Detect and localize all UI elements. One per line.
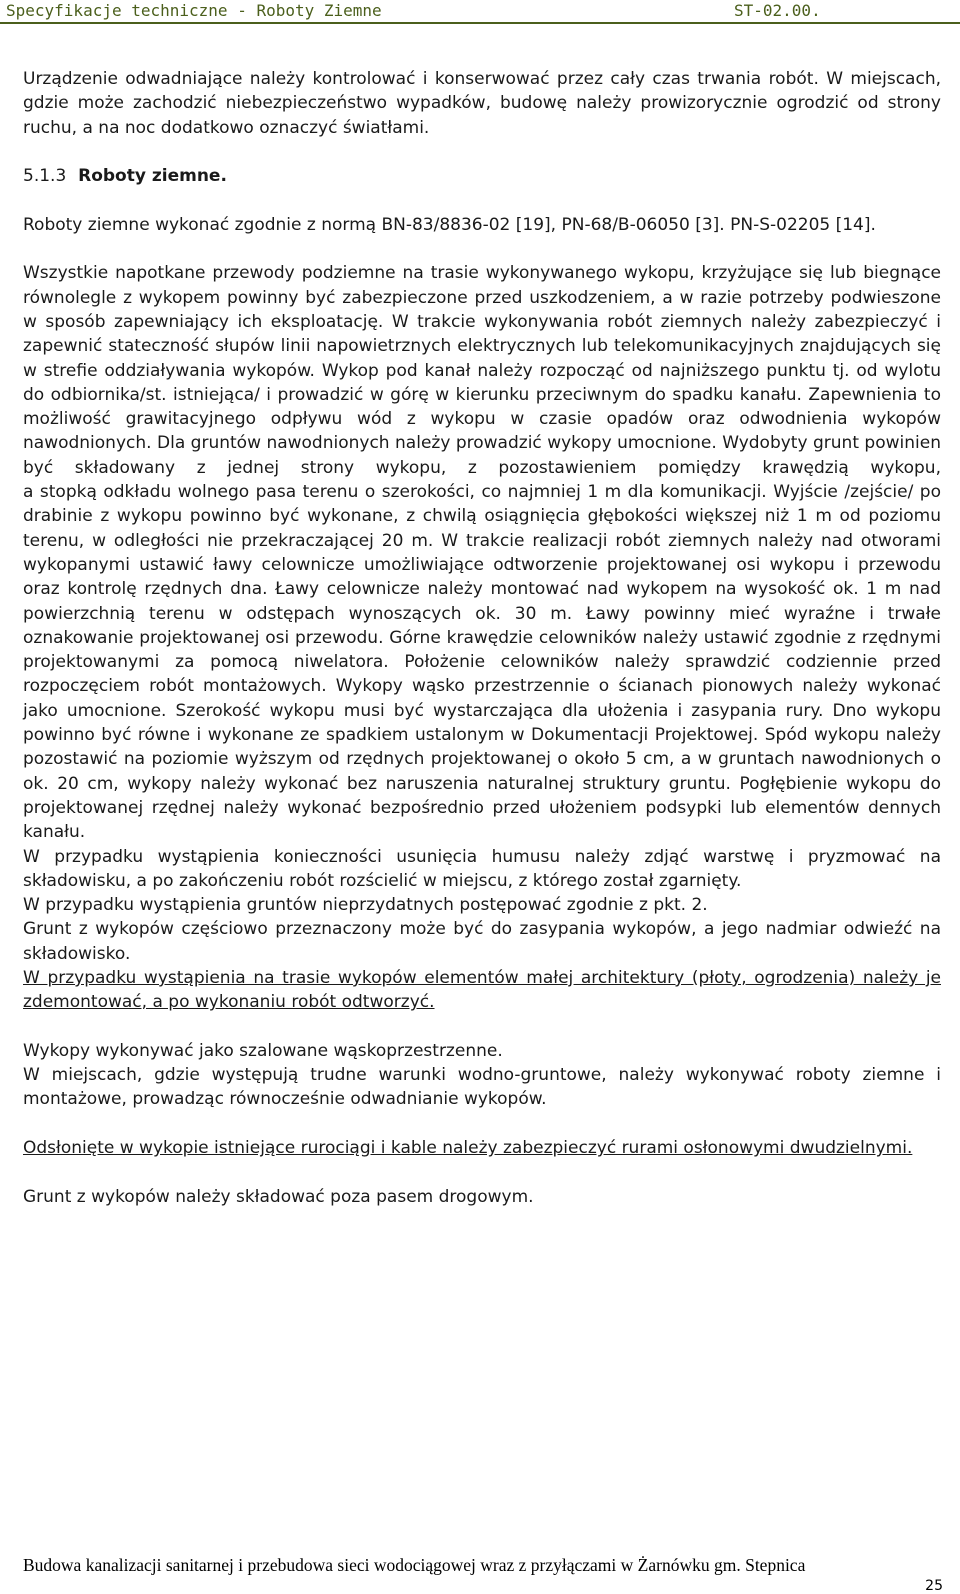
paragraph-drainage: Urządzenie odwadniające należy kontrolować i konserwować przez cały czas trwania robót. W miejscach, gdzie może zachodzić niebezpieczeństwo wypadków, budowę należy prowizorycznie ogrodzić od strony ruchu, a na noc dodatkowo oznaczyć światłami. [23,69,941,138]
paragraph-small-architecture: W przypadku wystąpienia na trasie wykopów elementów małej architektury (płoty, ogrodzenia) należy je zdemontować, a po wykonaniu robót odtworzyć. [23,967,941,1013]
document-body [23,67,941,1209]
header-rule [0,22,960,24]
page-header [0,0,960,22]
paragraph-protective-pipes: Odsłonięte w wykopie istniejące rurociągi i kable należy zabezpieczyć rurami osłonowymi dwudzielnymi. [23,1138,913,1159]
section-title: Roboty ziemne. [78,166,227,187]
paragraph-excavation-works: a stopką odkładu wolnego pasa terenu o szerokości, co najmniej 1 m dla komunikacji. Wyjście /zejście/ po drabinie z wykopu powinno być wykonane, z chwilą osiągnięcia głębokości większej niż 1 m od poziomu terenu, w odległości nie przekraczającej 20 m. W trakcie realizacji robót ziemnych należy nad otworami wykopanymi ustawić ławy celownicze umożliwiające odtworzenie projektowanej osi wykopu i przewodu oraz kontrolę rzędnych dna. Ławy celownicze należy montować nad wykopem na wysokość ok. 1 m nad powierzchnią terenu w odstępach wynoszących ok. 30 m. Ławy powinny mieć wyraźne i trwałe oznakowanie projektowanej osi przewodu. Górne krawędzie celowników należy ustawić zgodnie z rzędnymi projektowanymi za pomocą niwelatora. Położenie celowników należy sprawdzić codziennie przed rozpoczęciem robót montażowych. Wykopy wąsko przestrzennie o ścianach pionowych należy wykonać jako umocnione. Szerokość wykopu musi być wystarczająca dla ułożenia i zasypania rury. Dno wykopu powinno być równe i wykonane ze spadkiem ustalonym w Dokumentacji Projektowej. Spód wykopu należy pozostawić na poziomie wyższym od rzędnych projektowanej o około 5 cm, a w gruntach nawodnionych o ok. 20 cm, wykopy należy wykonać bez naruszenia naturalnej struktury gruntu. Pogłębienie wykopu do projektowanej rzędnej należy wykonać bezpośrednio przed ułożeniem podsypki lub elementów dennych kanału. [23,482,941,843]
paragraph-dewatering: W miejscach, gdzie występują trudne warunki wodno-gruntowe, należy wykonywać roboty ziemne i montażowe, prowadząc równocześnie odwadnianie wykopów. [23,1065,941,1110]
paragraph-humus: W przypadku wystąpienia konieczności usunięcia humusu należy zdjąć warstwę i pryzmować na składowisku, a po zakończeniu robót rozścielić w miejscu, z którego został zgarnięty. [23,846,941,891]
paragraph-soil-storage: Grunt z wykopów należy składować poza pasem drogowym. [23,1186,534,1207]
paragraph-unsuitable-soil: W przypadku wystąpienia gruntów nieprzydatnych postępować zgodnie z pkt. 2. [23,895,708,916]
paragraph-backfill: Grunt z wykopów częściowo przeznaczony może być do zasypania wykopów, a jego nadmiar odwieźć na składowisko. [23,919,941,964]
paragraph-shored-trenches: Wykopy wykonywać jako szalowane wąskoprzestrzenne. [23,1040,503,1061]
section-number: 5.1.3 [23,166,67,187]
page-number: 25 [925,1578,943,1594]
section-heading [23,164,941,188]
header-spec-code: ST-02.00. [734,1,821,20]
paragraph-standards: Roboty ziemne wykonać zgodnie z normą BN-83/8836-02 [19], PN-68/B-06050 [3]. PN-S-02205 [14]. [23,214,876,235]
paragraph-underground-utilities: Wszystkie napotkane przewody podziemne na trasie wykonywanego wykopu, krzyżujące się lub biegnące równolegle z wykopem powinny być zabezpieczone przed uszkodzeniem, a w razie potrzeby podwieszone w sposób zapewniający ich eksploatację. W trakcie wykonywania robót ziemnych należy zabezpieczyć i zapewnić stateczność słupów linii napowietrznych elektrycznych lub telekomunikacyjnych znajdujących się w strefie oddziaływania wykopów. Wykop pod kanał należy rozpocząć od najniższego punktu tj. od wylotu do odbiornika/st. istniejąca/ i prowadzić w górę w kierunku przeciwnym do spadku kanału. Zapewnienia to możliwość grawitacyjnego odpływu wód z wykopu w czasie opadów oraz odwodnienia wykopów nawodnionych. Dla gruntów nawodnionych należy prowadzić wykopy umocnione. Wydobyty grunt powinien być składowany z jednej strony wykopu, z pozostawieniem pomiędzy krawędzią wykopu, [23,263,941,478]
footer-project-title: Budowa kanalizacji sanitarnej i przebudowa sieci wodociągowej wraz z przyłączami w Żarnówku gm. Stepnica [23,1555,806,1575]
header-title: Specyfikacje techniczne - Roboty Ziemne [6,1,382,20]
